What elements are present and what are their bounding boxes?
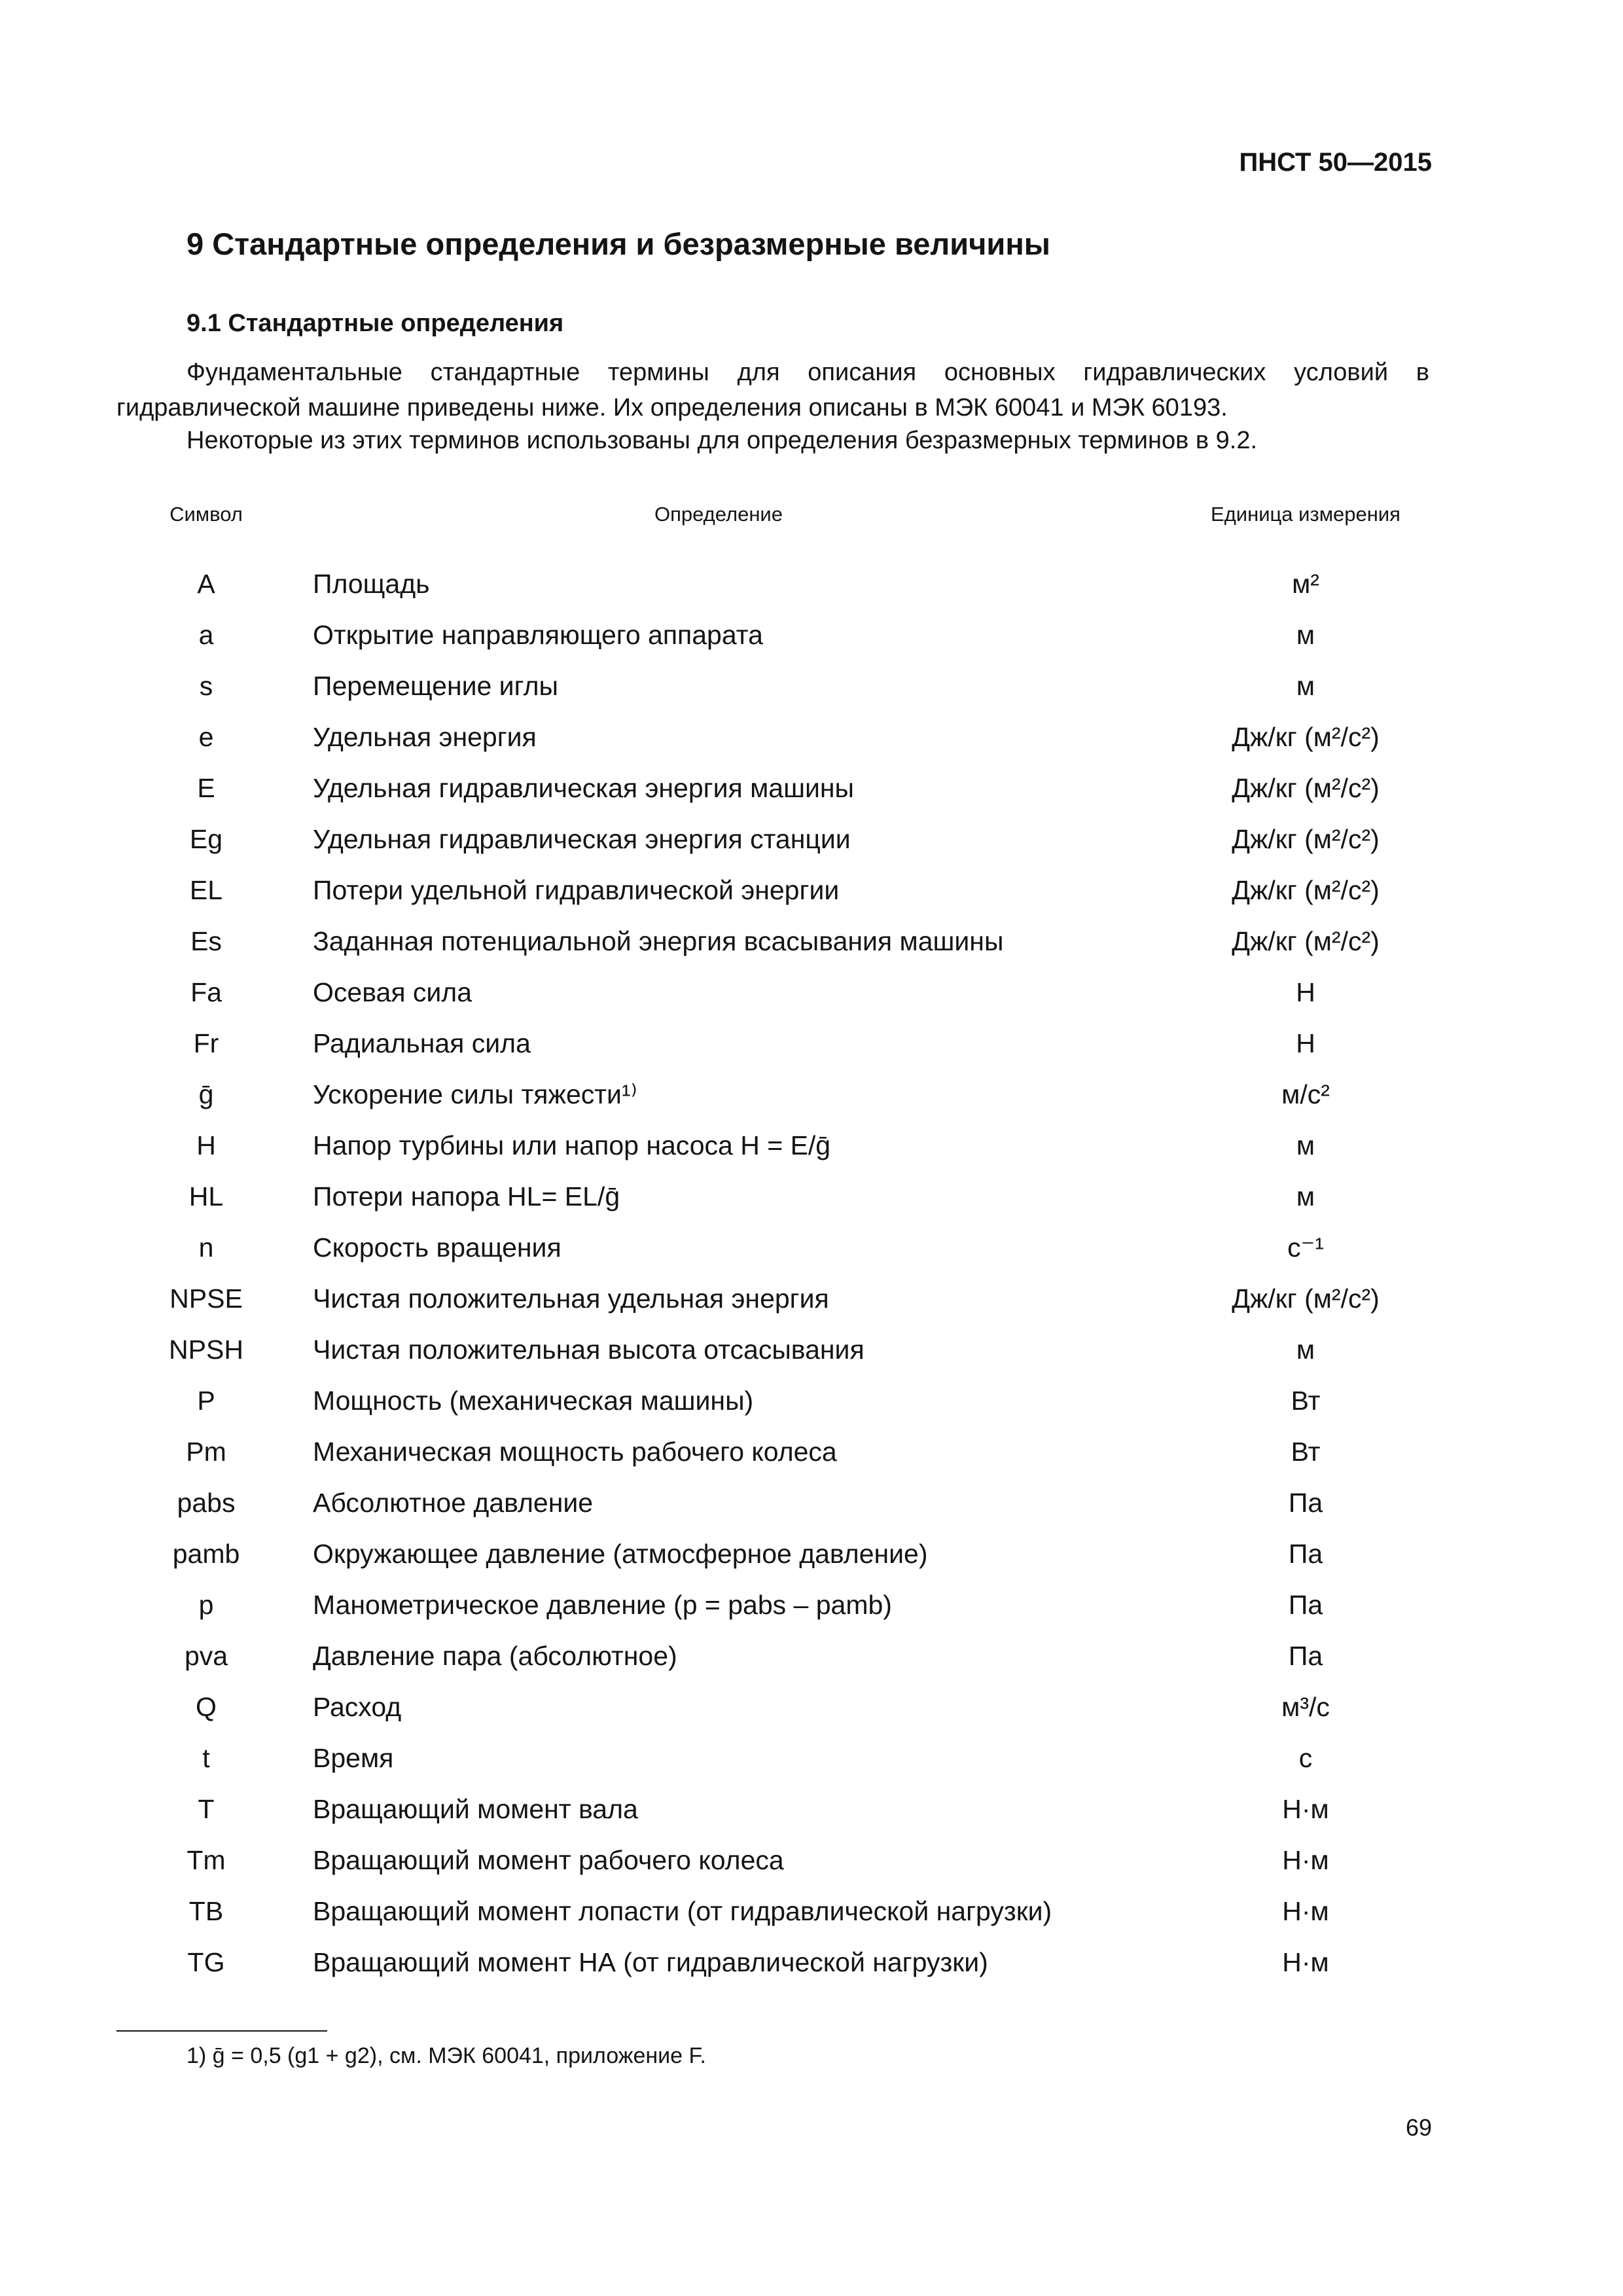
unit-cell: Па — [1288, 1641, 1323, 1671]
table-row — [0, 1886, 1623, 1937]
table-row — [0, 1528, 1623, 1579]
symbol-cell: ḡ — [198, 1079, 214, 1109]
definition-cell: Чистая положительная удельная энергия — [313, 1283, 829, 1314]
table-row — [0, 1937, 1623, 1988]
table-row — [0, 1426, 1623, 1477]
definition-cell: Удельная гидравлическая энергия станции — [313, 824, 851, 854]
footnote: 1) ḡ = 0,5 (g1 + g2), см. МЭК 60041, приложение F. — [187, 2043, 706, 2068]
symbol-cell: n — [198, 1232, 214, 1263]
unit-cell: Н·м — [1282, 1845, 1329, 1875]
definition-cell: Давление пара (абсолютное) — [313, 1641, 677, 1671]
definition-cell: Вращающий момент лопасти (от гидравлической нагрузки) — [313, 1896, 1052, 1926]
symbol-cell: s — [199, 671, 213, 701]
definition-cell: Окружающее давление (атмосферное давление) — [313, 1539, 928, 1569]
column-header-unit: Единица измерения — [1211, 503, 1400, 526]
unit-cell: Дж/кг (м²/с²) — [1232, 1283, 1380, 1314]
definition-cell: Вращающий момент рабочего колеса — [313, 1845, 784, 1875]
table-row — [0, 1375, 1623, 1426]
definition-cell: Скорость вращения — [313, 1232, 562, 1263]
table-row — [0, 1784, 1623, 1835]
symbol-cell: Q — [196, 1692, 217, 1722]
symbol-cell: TG — [187, 1947, 225, 1977]
definition-cell: Площадь — [313, 569, 430, 599]
table-row — [0, 558, 1623, 609]
symbol-cell: NPSE — [169, 1283, 243, 1314]
table-row — [0, 1120, 1623, 1171]
unit-cell: Дж/кг (м²/с²) — [1232, 722, 1380, 752]
definition-cell: Удельная энергия — [313, 722, 537, 752]
definition-cell: Механическая мощность рабочего колеса — [313, 1437, 837, 1467]
definition-cell: Заданная потенциальной энергия всасывания машины — [313, 926, 1004, 956]
unit-cell: Вт — [1291, 1386, 1321, 1416]
definition-cell: Удельная гидравлическая энергия машины — [313, 773, 854, 803]
table-row — [0, 1630, 1623, 1681]
subsection-title: 9.1 Стандартные определения — [187, 310, 564, 337]
symbol-cell: Fr — [193, 1028, 219, 1058]
table-row — [0, 865, 1623, 916]
table-row — [0, 1222, 1623, 1273]
definition-cell: Потери напора HL= EL/ḡ — [313, 1181, 620, 1211]
definitions-table — [0, 558, 1623, 1988]
unit-cell: Дж/кг (м²/с²) — [1232, 875, 1380, 905]
unit-cell: Вт — [1291, 1437, 1321, 1467]
unit-cell: с — [1298, 1743, 1313, 1773]
symbol-cell: Es — [190, 926, 222, 956]
table-row — [0, 1273, 1623, 1324]
table-row — [0, 1018, 1623, 1069]
table-row — [0, 967, 1623, 1018]
symbol-cell: pabs — [177, 1488, 236, 1518]
definition-cell: Перемещение иглы — [313, 671, 559, 701]
table-row — [0, 1477, 1623, 1528]
page-number: 69 — [1405, 2114, 1432, 2141]
table-row — [0, 814, 1623, 865]
unit-cell: Н·м — [1282, 1896, 1329, 1926]
table-row — [0, 1681, 1623, 1732]
table-row — [0, 1835, 1623, 1886]
table-row — [0, 1171, 1623, 1222]
symbol-cell: H — [196, 1130, 216, 1160]
definition-cell: Открытие направляющего аппарата — [313, 620, 763, 650]
unit-cell: м — [1296, 671, 1315, 701]
table-row — [0, 1732, 1623, 1784]
definition-cell: Потери удельной гидравлической энергии — [313, 875, 840, 905]
table-row — [0, 609, 1623, 660]
column-header-symbol: Символ — [169, 503, 243, 526]
definition-cell: Чистая положительная высота отсасывания — [313, 1335, 865, 1365]
definition-cell: Напор турбины или напор насоса H = E/ḡ — [313, 1130, 831, 1160]
intro-paragraph: Фундаментальные стандартные термины для описания основных гидравлических условий в гидравлической машине приведены ниже. Их определения описаны в МЭК 60041 и МЭК 60193. — [116, 359, 1429, 422]
symbol-cell: HL — [188, 1181, 224, 1211]
symbol-cell: pva — [184, 1641, 228, 1671]
symbol-cell: Pm — [186, 1437, 226, 1467]
unit-cell: м — [1296, 1335, 1315, 1365]
definition-cell: Манометрическое давление (p = pabs – pamb) — [313, 1590, 892, 1620]
definition-cell: Ускорение силы тяжести¹⁾ — [313, 1079, 637, 1109]
definition-cell: Вращающий момент НА (от гидравлической нагрузки) — [313, 1947, 988, 1977]
symbol-cell: NPSH — [169, 1335, 243, 1365]
definition-cell: Осевая сила — [313, 977, 473, 1007]
symbol-cell: TB — [188, 1896, 224, 1926]
unit-cell: Дж/кг (м²/с²) — [1232, 824, 1380, 854]
footnote-divider — [116, 2030, 327, 2032]
symbol-cell: E — [197, 773, 215, 803]
unit-cell: Па — [1288, 1539, 1323, 1569]
symbol-cell: p — [198, 1590, 214, 1620]
intro-paragraph: Некоторые из этих терминов использованы для определения безразмерных терминов в 9.2. — [187, 427, 1258, 454]
definition-cell: Мощность (механическая машины) — [313, 1386, 754, 1416]
symbol-cell: T — [198, 1794, 215, 1824]
unit-cell: м³/с — [1281, 1692, 1330, 1722]
unit-cell: Н·м — [1282, 1794, 1329, 1824]
unit-cell: Дж/кг (м²/с²) — [1232, 926, 1380, 956]
definition-cell: Вращающий момент вала — [313, 1794, 638, 1824]
symbol-cell: P — [197, 1386, 215, 1416]
table-row — [0, 1579, 1623, 1630]
symbol-cell: Tm — [187, 1845, 226, 1875]
table-row — [0, 1069, 1623, 1120]
definition-cell: Расход — [313, 1692, 402, 1722]
definition-cell: Радиальная сила — [313, 1028, 531, 1058]
unit-cell: Па — [1288, 1590, 1323, 1620]
unit-cell: м — [1296, 1181, 1315, 1211]
symbol-cell: t — [202, 1743, 210, 1773]
table-row — [0, 916, 1623, 967]
unit-cell: Дж/кг (м²/с²) — [1232, 773, 1380, 803]
table-row — [0, 711, 1623, 762]
symbol-cell: Eg — [189, 824, 223, 854]
unit-cell: м/с² — [1281, 1079, 1330, 1109]
section-title: 9 Стандартные определения и безразмерные величины — [187, 226, 1050, 261]
symbol-cell: a — [198, 620, 214, 650]
table-row — [0, 660, 1623, 711]
symbol-cell: e — [198, 722, 214, 752]
unit-cell: м² — [1292, 569, 1319, 599]
column-header-definition: Определение — [654, 503, 783, 526]
table-row — [0, 1324, 1623, 1375]
definition-cell: Время — [313, 1743, 394, 1773]
symbol-cell: pamb — [172, 1539, 240, 1569]
document-code: ПНСТ 50—2015 — [1239, 148, 1432, 177]
unit-cell: м — [1296, 620, 1315, 650]
unit-cell: с⁻¹ — [1287, 1232, 1324, 1263]
symbol-cell: A — [197, 569, 215, 599]
symbol-cell: Fa — [190, 977, 222, 1007]
table-row — [0, 762, 1623, 814]
unit-cell: м — [1296, 1130, 1315, 1160]
unit-cell: Н — [1296, 1028, 1315, 1058]
definition-cell: Абсолютное давление — [313, 1488, 594, 1518]
unit-cell: Н·м — [1282, 1947, 1329, 1977]
unit-cell: Н — [1296, 977, 1315, 1007]
unit-cell: Па — [1288, 1488, 1323, 1518]
symbol-cell: EL — [189, 875, 223, 905]
